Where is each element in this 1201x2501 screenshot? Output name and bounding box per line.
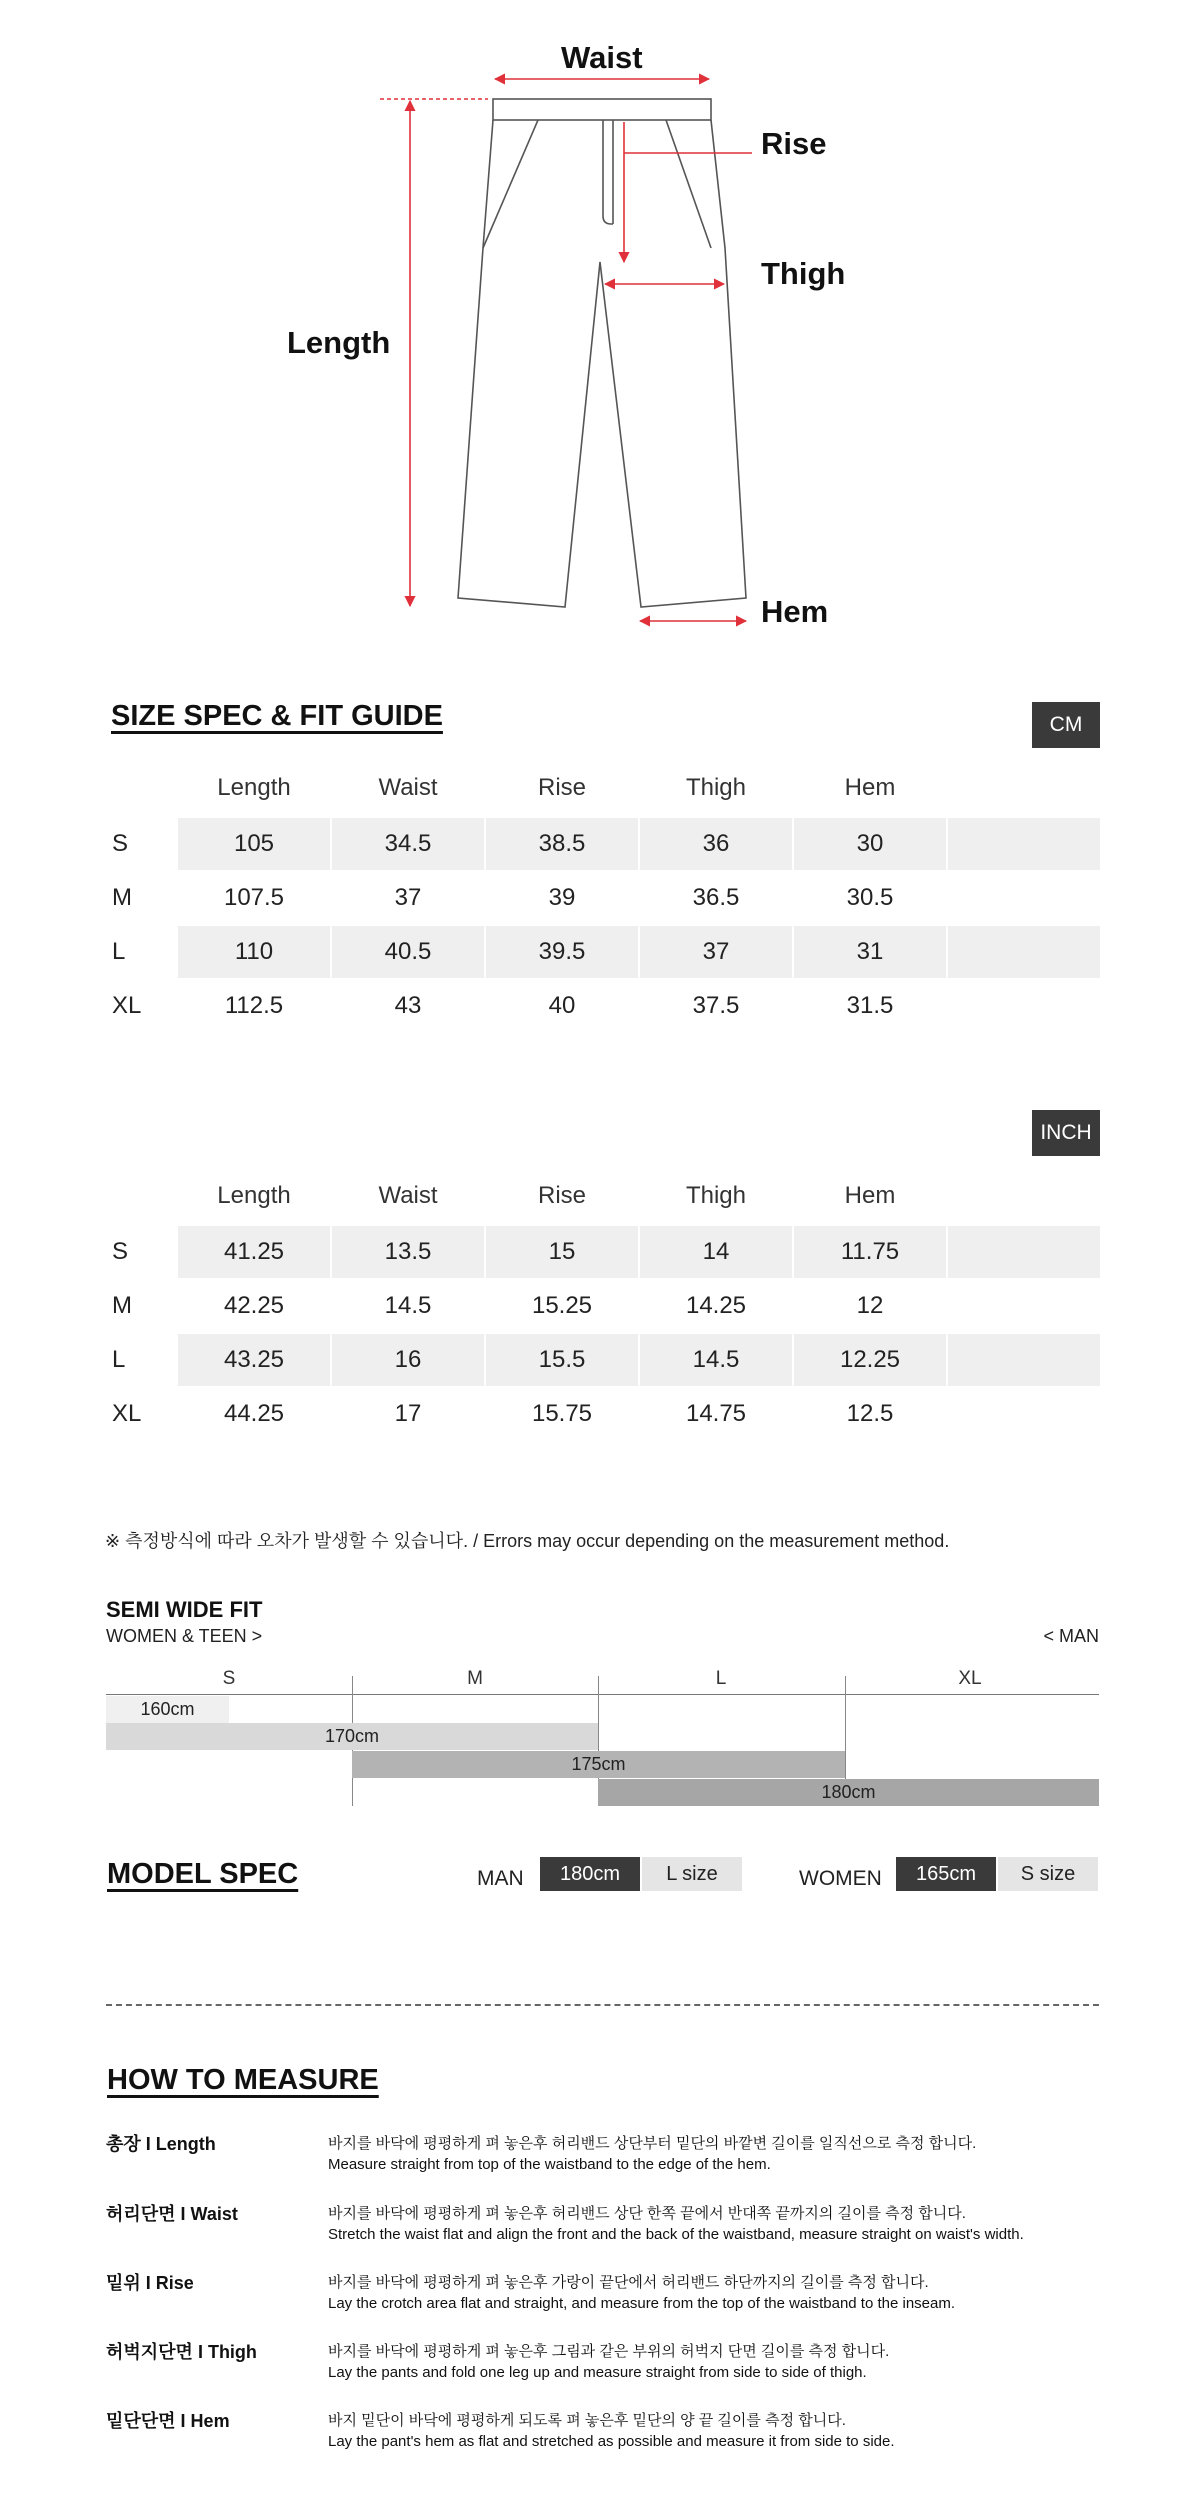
empty-cell xyxy=(948,1334,1100,1386)
measure-item-label: 총장 I Length xyxy=(106,2134,216,2154)
cell: 15.25 xyxy=(531,1292,593,1319)
col-header-length: Length xyxy=(217,774,291,801)
cell: 12.5 xyxy=(846,1400,894,1427)
table-row xyxy=(108,1334,1100,1386)
model-man-label: MAN xyxy=(477,1867,524,1890)
unit-badge-inch: INCH xyxy=(1032,1110,1100,1156)
cell: 14.25 xyxy=(685,1292,747,1319)
measurement-note: ※ 측정방식에 따라 오차가 발생할 수 있습니다. / Errors may occur depending on the measurement method. xyxy=(105,1531,950,1551)
measure-item-label: 밑위 I Rise xyxy=(106,2273,194,2293)
cell: 112.5 xyxy=(224,992,284,1019)
cell: 38.5 xyxy=(486,818,638,870)
col-header-thigh: Thigh xyxy=(685,774,747,801)
model-women-height: 165cm xyxy=(896,1857,996,1891)
fit-right-caption: < MAN xyxy=(1043,1626,1099,1646)
cell: 16 xyxy=(332,1334,484,1386)
size-label: M xyxy=(112,1292,132,1319)
cell: 30 xyxy=(794,818,946,870)
measure-item-english: Stretch the waist flat and align the front and the back of the waistband, measure straight on waist's width. xyxy=(328,2226,1024,2243)
how-to-measure-title: HOW TO MEASURE xyxy=(107,2064,379,2096)
empty-cell xyxy=(948,926,1100,978)
cell: 43.25 xyxy=(178,1334,330,1386)
measure-item-label: 밑단단면 I Hem xyxy=(106,2411,230,2431)
size-table-cm xyxy=(108,764,1100,1034)
measure-item-korean: 바지를 바닥에 평평하게 펴 놓은후 허리밴드 상단부터 밑단의 바깥변 길이를 일직선으로 측정 합니다. xyxy=(328,2135,977,2152)
thigh-label: Thigh xyxy=(761,256,846,291)
measure-lines xyxy=(380,79,752,621)
size-label: S xyxy=(112,830,129,857)
col-header-hem: Hem xyxy=(844,1182,896,1209)
cell: 15.5 xyxy=(486,1334,638,1386)
model-man-size: L size xyxy=(642,1857,742,1891)
rise-label: Rise xyxy=(761,126,827,161)
cell: 110 xyxy=(178,926,330,978)
fit-size-label: S xyxy=(222,1668,236,1689)
waist-label: Waist xyxy=(561,40,643,75)
cell: 15.75 xyxy=(531,1400,593,1427)
fit-size-label: XL xyxy=(958,1668,982,1689)
size-spec-title: SIZE SPEC & FIT GUIDE xyxy=(111,700,443,732)
measure-item-hem xyxy=(106,2407,1106,2467)
col-header-waist: Waist xyxy=(378,774,438,801)
pants-outline xyxy=(458,99,746,607)
cell: 12.25 xyxy=(794,1334,946,1386)
cell: 31.5 xyxy=(846,992,894,1019)
fit-bar-170: 170cm xyxy=(106,1723,598,1750)
cell: 39 xyxy=(548,884,576,911)
pants-illustration xyxy=(0,0,1201,640)
fit-bar-180: 180cm xyxy=(598,1779,1099,1806)
cell: 36.5 xyxy=(692,884,740,911)
measure-item-rise xyxy=(106,2269,1106,2329)
col-header-hem: Hem xyxy=(844,774,896,801)
size-label: S xyxy=(112,1238,129,1265)
model-women-size: S size xyxy=(998,1857,1098,1891)
table-header xyxy=(108,1172,1100,1220)
size-label: L xyxy=(112,1346,126,1373)
empty-cell xyxy=(948,818,1100,870)
col-header-rise: Rise xyxy=(537,774,586,801)
model-man-height: 180cm xyxy=(540,1857,640,1891)
pants-measurement-diagram xyxy=(0,0,1201,640)
measure-item-waist xyxy=(106,2200,1106,2260)
cell: 14.5 xyxy=(384,1292,432,1319)
cell: 37.5 xyxy=(692,992,740,1019)
measure-item-english: Measure straight from top of the waistband to the edge of the hem. xyxy=(328,2156,771,2173)
cell: 12 xyxy=(856,1292,884,1319)
measure-item-korean: 바지를 바닥에 평평하게 펴 놓은후 허리밴드 상단 한쪽 끝에서 반대쪽 끝까지의 길이를 측정 합니다. xyxy=(328,2205,966,2222)
unit-badge-cm: CM xyxy=(1032,702,1100,748)
fit-size-label: L xyxy=(715,1668,727,1689)
fit-left-caption: WOMEN & TEEN > xyxy=(106,1626,263,1646)
cell: 40 xyxy=(548,992,576,1019)
table-row xyxy=(108,1388,1100,1440)
cell: 17 xyxy=(394,1400,422,1427)
size-label: M xyxy=(112,884,132,911)
measure-item-english: Lay the pant's hem as flat and stretched as possible and measure it from side to side. xyxy=(328,2433,895,2450)
cell: 44.25 xyxy=(223,1400,285,1427)
table-row xyxy=(108,872,1100,924)
empty-cell xyxy=(948,1226,1100,1278)
measure-item-label: 허벅지단면 I Thigh xyxy=(106,2342,257,2362)
col-header-waist: Waist xyxy=(378,1182,438,1209)
cell: 36 xyxy=(640,818,792,870)
measure-item-thigh xyxy=(106,2338,1106,2398)
table-row xyxy=(108,926,1100,978)
cell: 14.5 xyxy=(640,1334,792,1386)
measure-item-length xyxy=(106,2130,1106,2190)
fit-axis xyxy=(106,1694,1099,1695)
measure-item-english: Lay the crotch area flat and straight, and measure from the top of the waistband to the inseam. xyxy=(328,2295,956,2312)
cell: 11.75 xyxy=(794,1226,946,1278)
col-header-thigh: Thigh xyxy=(685,1182,747,1209)
cell: 105 xyxy=(178,818,330,870)
model-spec-title: MODEL SPEC xyxy=(107,1858,299,1890)
length-label: Length xyxy=(287,325,391,360)
hem-label: Hem xyxy=(761,594,829,629)
cell: 30.5 xyxy=(846,884,894,911)
cell: 37 xyxy=(394,884,422,911)
fit-title: SEMI WIDE FIT xyxy=(106,1597,263,1622)
cell: 40.5 xyxy=(332,926,484,978)
cell: 14.75 xyxy=(685,1400,747,1427)
cell: 13.5 xyxy=(332,1226,484,1278)
cell: 15 xyxy=(486,1226,638,1278)
cell: 43 xyxy=(394,992,422,1019)
table-row xyxy=(108,980,1100,1032)
model-women-label: WOMEN xyxy=(799,1867,882,1890)
col-header-rise: Rise xyxy=(537,1182,586,1209)
measure-item-label: 허리단면 I Waist xyxy=(106,2204,238,2224)
dashed-divider xyxy=(106,2004,1099,2006)
size-table-inch xyxy=(108,1172,1100,1442)
col-header-length: Length xyxy=(217,1182,291,1209)
cell: 37 xyxy=(640,926,792,978)
table-row xyxy=(108,1226,1100,1278)
size-label: L xyxy=(112,938,126,965)
cell: 41.25 xyxy=(178,1226,330,1278)
table-row xyxy=(108,818,1100,870)
table-row xyxy=(108,1280,1100,1332)
fit-bar-175: 175cm xyxy=(352,1751,845,1778)
cell: 42.25 xyxy=(223,1292,285,1319)
size-label: XL xyxy=(112,1400,142,1427)
cell: 14 xyxy=(640,1226,792,1278)
size-label: XL xyxy=(112,992,142,1019)
measure-item-korean: 바지를 바닥에 평평하게 펴 놓은후 그림과 같은 부위의 허벅지 단면 길이를 측정 합니다. xyxy=(328,2343,890,2360)
fit-bar-160: 160cm xyxy=(106,1696,229,1723)
table-header xyxy=(108,764,1100,812)
measure-item-english: Lay the pants and fold one leg up and measure straight from side to side of thigh. xyxy=(328,2364,867,2381)
cell: 31 xyxy=(794,926,946,978)
cell: 34.5 xyxy=(332,818,484,870)
cell: 107.5 xyxy=(223,884,285,911)
cell: 39.5 xyxy=(486,926,638,978)
measure-item-korean: 바지를 바닥에 평평하게 펴 놓은후 가랑이 끝단에서 허리밴드 하단까지의 길이를 측정 합니다. xyxy=(328,2274,929,2291)
fit-size-label: M xyxy=(467,1668,483,1689)
measure-item-korean: 바지 밑단이 바닥에 평평하게 되도록 펴 놓은후 밑단의 양 끝 길이를 측정 합니다. xyxy=(328,2412,846,2429)
